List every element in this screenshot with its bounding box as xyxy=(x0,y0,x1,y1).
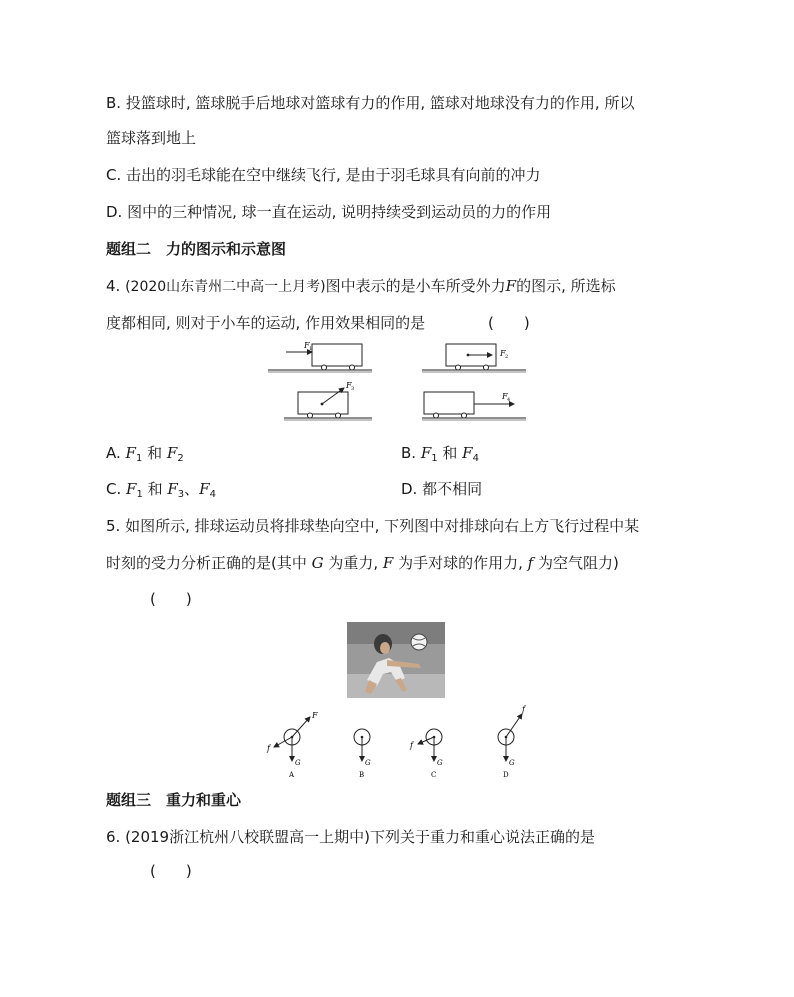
q3-option-b-line1: B. 投篮球时, 篮球脱手后地球对篮球有力的作用, 篮球对地球没有力的作用, 所以 xyxy=(106,94,635,112)
q5-gravity-symbol: G xyxy=(311,554,324,572)
q4-option-b-sub-1: 1 xyxy=(431,453,438,464)
q4-option-b-conj: 和 xyxy=(437,444,463,462)
diagram-a-letter: A xyxy=(289,771,295,779)
diagram-c-gravity-label: G xyxy=(437,759,443,767)
q3-option-b-line2: 篮球落到地上 xyxy=(106,129,197,147)
q5-force-diagrams xyxy=(258,704,538,784)
diagram-c xyxy=(409,729,443,779)
q4-option-a-sub-1: 1 xyxy=(135,453,143,464)
q4-option-b-sub-2: 4 xyxy=(472,453,479,464)
q5-stem-line1: 5. 如图所示, 排球运动员将排球垫向空中, 下列图中对排球向右上方飞行过程中某 xyxy=(106,517,640,535)
diagram-c-resistance-label: f xyxy=(410,741,413,750)
q5-air-resistance-symbol: f xyxy=(527,554,534,572)
q4-source: (2020山东青州二中高一上月考) xyxy=(125,279,326,295)
q4-option-c-symbol-1: F xyxy=(126,480,137,498)
cart-3-force-label: F xyxy=(346,381,352,390)
q6-answer-paren: ( ) xyxy=(150,862,192,880)
q3-option-d: D. 图中的三种情况, 球一直在运动, 说明持续受到运动员的力的作用 xyxy=(106,203,552,221)
q4-option-c-conj: 和 xyxy=(142,480,168,498)
q4-stem-text-b: 的图示, 所选标 xyxy=(516,277,616,295)
cart-1-force-subscript: 1 xyxy=(309,346,313,352)
diagram-d-letter: D xyxy=(503,771,509,779)
q4-option-b-symbol-1: F xyxy=(420,444,432,462)
q4-option-a-symbol-2: F xyxy=(166,444,178,462)
cart-1-force-label: F xyxy=(304,341,310,350)
q5-answer-paren: ( ) xyxy=(150,590,192,608)
q5-stem-text-c: 为手对球的作用力, xyxy=(393,554,528,572)
cart-3 xyxy=(284,381,372,420)
diagram-b-letter: B xyxy=(359,771,365,779)
q4-option-c-symbol-2: F xyxy=(167,480,178,498)
q5-stem-text-b: 为重力, xyxy=(323,554,383,572)
q4-cart-figure xyxy=(264,338,536,428)
q4-option-c-sub-1: 1 xyxy=(136,489,143,500)
diagram-b xyxy=(354,729,371,779)
q4-option-c-symbol-3: F xyxy=(199,480,210,498)
q4-option-c-letter: C. xyxy=(106,480,127,498)
group2-heading: 题组二 力的图示和示意图 xyxy=(106,240,287,258)
cart-2-force-label: F xyxy=(500,349,506,358)
q4-option-c-sub-3: 4 xyxy=(209,489,216,500)
q5-stem-text-a: 时刻的受力分析正确的是(其中 xyxy=(106,554,312,572)
q5-hand-force-symbol: F xyxy=(382,554,394,572)
diagram-a-force-label: F xyxy=(312,711,318,720)
q5-stem-line2 xyxy=(106,553,619,573)
q4-option-a-symbol-1: F xyxy=(125,444,136,462)
cart-4 xyxy=(422,392,526,420)
diagram-b-gravity-label: G xyxy=(365,759,371,767)
q4-option-c-separator: 、 xyxy=(184,480,200,498)
q4-option-c-sub-2: 3 xyxy=(177,489,185,500)
q4-stem-line2: 度都相同, 则对于小车的运动, 作用效果相同的是 xyxy=(106,314,426,332)
q4-option-a xyxy=(106,443,184,469)
q3-option-c: C. 击出的羽毛球能在空中继续飞行, 是由于羽毛球具有向前的冲力 xyxy=(106,166,541,184)
q4-option-c xyxy=(106,479,216,505)
q4-option-a-conj: 和 xyxy=(142,444,167,462)
cart-1 xyxy=(268,341,372,372)
q5-stem-text-d: 为空气阻力) xyxy=(533,554,619,572)
diagram-d xyxy=(498,705,527,779)
cart-2 xyxy=(422,344,526,372)
q4-number: 4. xyxy=(106,277,121,295)
q4-option-d: D. 都不相同 xyxy=(401,480,483,498)
q4-stem-text-a: 图中表示的是小车所受外力 xyxy=(325,277,506,295)
cart-4-force-label: F xyxy=(502,392,508,401)
q4-option-b-letter: B. xyxy=(401,444,421,462)
cart-3-force-subscript: 3 xyxy=(351,386,355,392)
q4-stem-line1 xyxy=(106,276,616,297)
diagram-d-resistance-label: f xyxy=(522,705,525,714)
cart-4-force-subscript: 4 xyxy=(507,397,511,403)
diagram-c-letter: C xyxy=(431,771,437,779)
q4-answer-paren: ( ) xyxy=(488,314,530,332)
diagram-d-gravity-label: G xyxy=(509,759,515,767)
cart-2-force-subscript: 2 xyxy=(505,354,509,360)
q4-option-a-letter: A. xyxy=(106,444,126,462)
group3-heading: 题组三 重力和重心 xyxy=(106,791,242,809)
diagram-a xyxy=(266,711,318,779)
q4-option-b xyxy=(401,443,479,469)
volleyball-player-photo xyxy=(347,622,445,698)
q4-stem-force-symbol: F xyxy=(505,277,517,295)
q4-option-b-symbol-2: F xyxy=(462,444,473,462)
q6-stem-line1: 6. (2019浙江杭州八校联盟高一上期中)下列关于重力和重心说法正确的是 xyxy=(106,828,595,846)
diagram-a-resistance-label: f xyxy=(267,744,270,753)
q4-option-a-sub-2: 2 xyxy=(177,453,184,464)
diagram-a-gravity-label: G xyxy=(295,759,301,767)
